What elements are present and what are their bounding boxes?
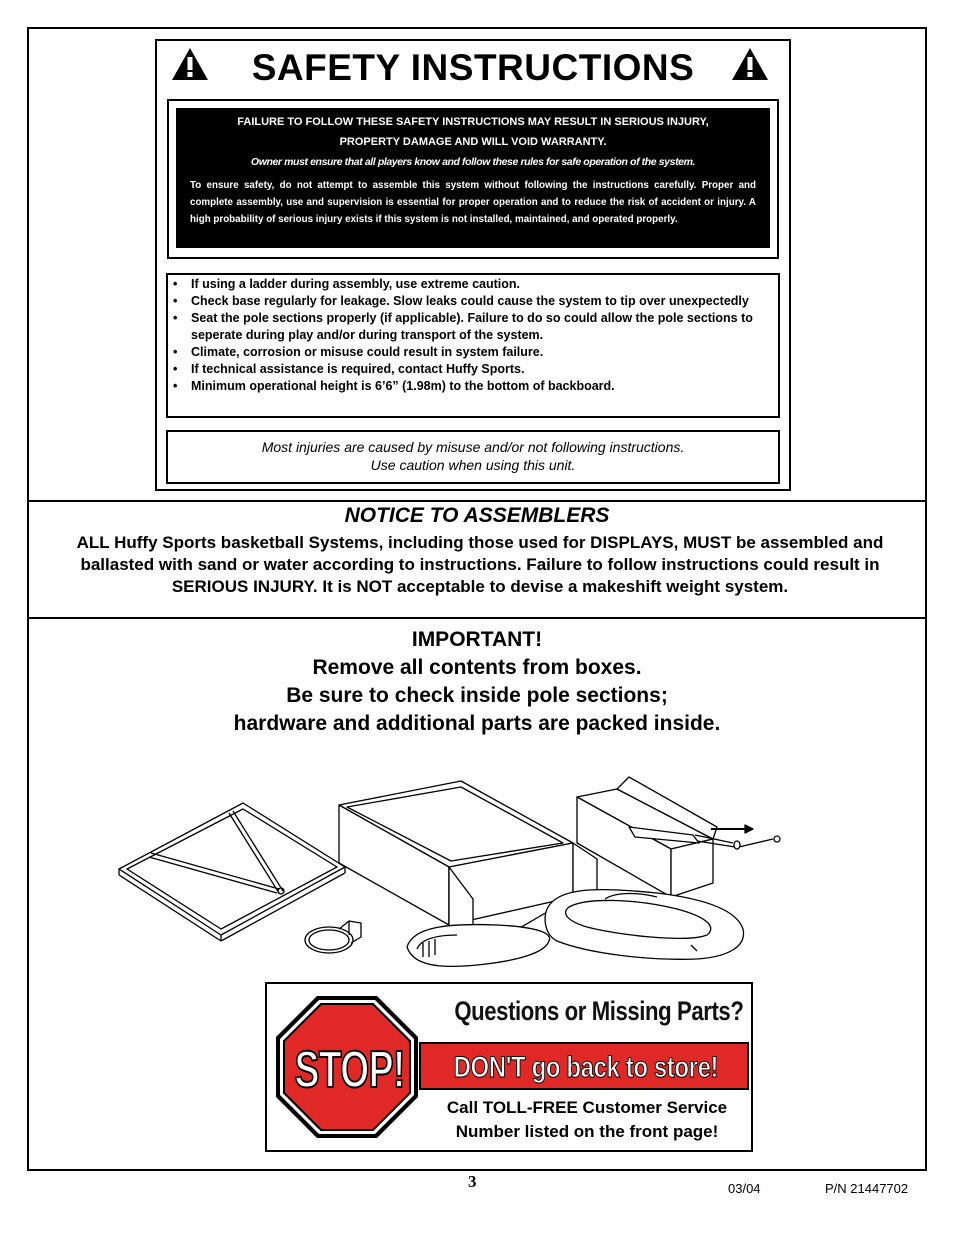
box-contents-illustration [117, 747, 781, 969]
call-line: Call TOLL-FREE Customer Service [446, 1098, 728, 1117]
important-notice [29, 626, 925, 738]
page-number: 3 [468, 1172, 477, 1191]
important-line: IMPORTANT! [411, 628, 543, 651]
questions-heading: Questions or Missing Parts? [454, 996, 744, 1026]
missing-parts-notice [265, 982, 753, 1152]
notice-title: NOTICE TO ASSEMBLERS [344, 504, 610, 527]
page-frame [27, 27, 927, 1171]
safety-bullet-list [173, 276, 772, 395]
notice-body: ALL Huffy Sports basketball Systems, including those used for DISPLAYS, MUST be assembled and ballasted with sand or water according to instructions. Failure to follow instructions could result in SERIOUS INJURY. It is NOT acceptable to devise a makeshift weight system. [76, 533, 884, 596]
warning-body-text: To ensure safety, do not attempt to assemble this system without following the instructions carefully. Proper and complete assembly, use and supervision is essential for proper operation and to reduce the risk of accident or injury. A high probability of serious injury exists if this system is not installed, maintained, and operated properly. [190, 180, 756, 225]
pole-box-drawing [577, 777, 780, 897]
misuse-line: Most injuries are caused by misuse and/or not following instructions. [261, 439, 685, 455]
safety-bullet-box [166, 273, 780, 418]
safety-title: SAFETY INSTRUCTIONS [251, 47, 695, 88]
part-number: P/N 21447702 [825, 1181, 909, 1196]
warning-triangle-icon [731, 47, 769, 81]
stop-sign-text: STOP! [294, 1041, 405, 1099]
safety-bullet: • Seat the pole sections properly (if applicable). Failure to do so could allow the pole sections to seperate during play and/or during transport of the system. [173, 310, 772, 344]
rim-bracket-drawing [305, 921, 361, 953]
important-line: Remove all contents from boxes. [312, 656, 642, 679]
warning-frame [167, 99, 779, 259]
misuse-note [166, 430, 780, 484]
safety-instructions-box [155, 39, 791, 491]
call-customer-service-text [422, 1096, 752, 1144]
warning-heading-line: FAILURE TO FOLLOW THESE SAFETY INSTRUCTIONS MAY RESULT IN SERIOUS INJURY, [237, 116, 709, 128]
safety-bullet: • If using a ladder during assembly, use extreme caution. [173, 276, 772, 293]
revision-date: 03/04 [728, 1181, 761, 1196]
owner-responsibility-text: Owner must ensure that all players know and follow these rules for safe operation of the system. [250, 156, 696, 168]
warning-panel [176, 108, 770, 248]
warning-heading [190, 112, 756, 152]
dont-return-banner [419, 1042, 749, 1090]
important-line: hardware and additional parts are packed inside. [233, 712, 721, 735]
safety-bullet: • If technical assistance is required, contact Huffy Sports. [173, 361, 772, 378]
section-divider [29, 617, 925, 619]
important-line: Be sure to check inside pole sections; [286, 684, 668, 707]
call-line: Number listed on the front page! [455, 1122, 719, 1141]
safety-bullet: • Climate, corrosion or misuse could result in system failure. [173, 344, 772, 361]
backboard-frame-drawing [119, 803, 345, 941]
safety-bullet: • Check base regularly for leakage. Slow leaks could cause the system to tip over unexpectedly [173, 293, 772, 310]
warning-heading-line: PROPERTY DAMAGE AND WILL VOID WARRANTY. [339, 136, 607, 148]
misuse-line: Use caution when using this unit. [370, 457, 576, 473]
section-divider [29, 500, 925, 502]
safety-bullet: • Minimum operational height is 6’6” (1.98m) to the bottom of backboard. [173, 378, 772, 395]
dont-return-text: DON'T go back to store! [453, 1051, 719, 1084]
